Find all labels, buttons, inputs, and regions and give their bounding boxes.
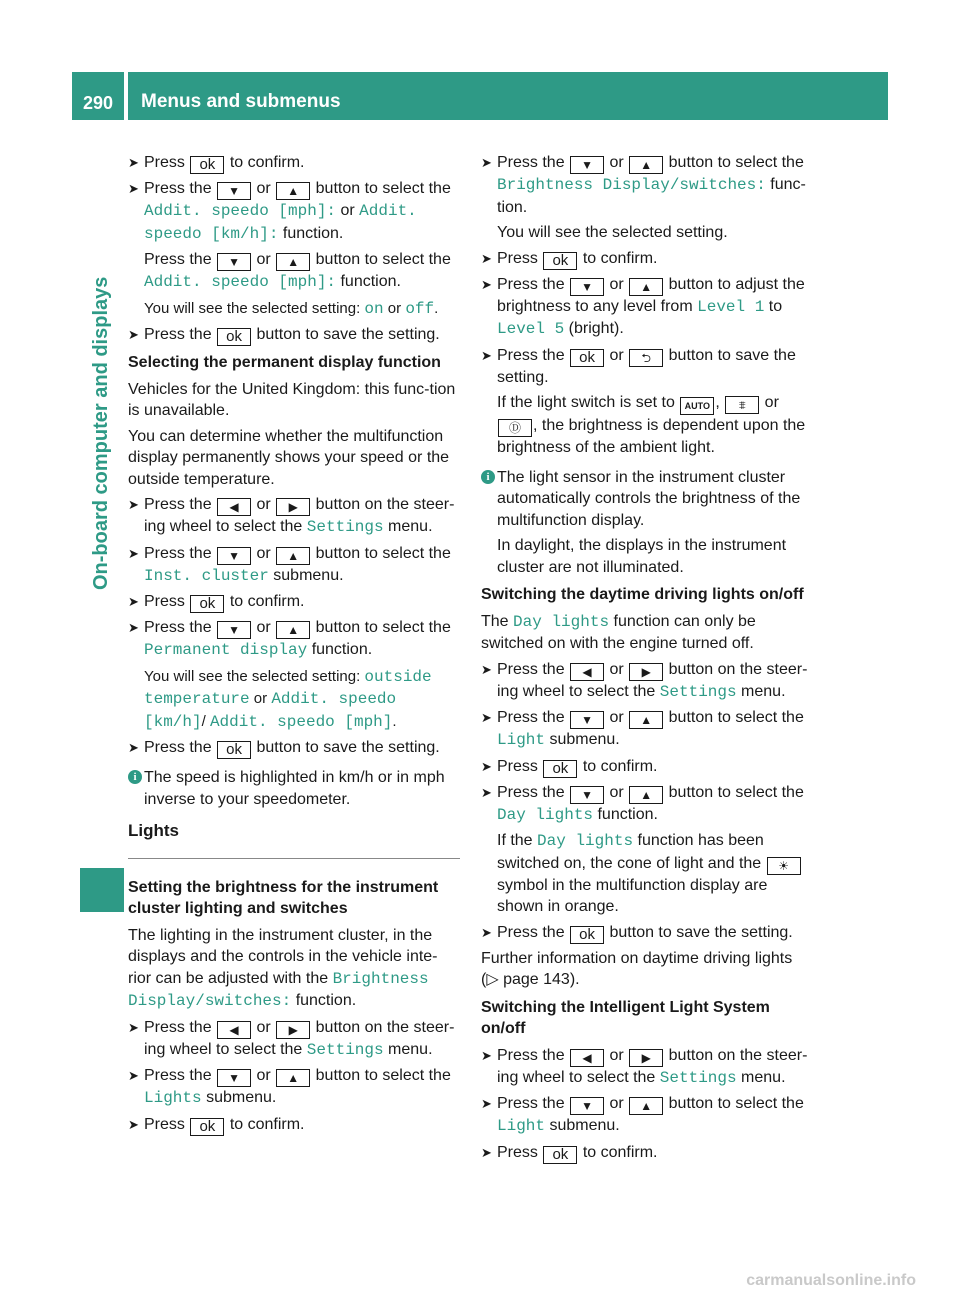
step-detail: If the Day lights function has been switched on, the cone of light and the ☀ symbol in the multifunction display are shown in orange. [497, 830, 813, 918]
ok-key-icon: ok [543, 1146, 577, 1164]
ok-key-icon: ok [570, 926, 604, 944]
step: ➤ Press the ▼ or ▲ button to select the Permanent display function. [128, 619, 451, 659]
up-key-icon: ▲ [629, 278, 663, 296]
step: ➤ Press ok to confirm. [128, 154, 305, 173]
step-detail: You will see the selected setting: on or off. [144, 299, 439, 318]
menu-code: Level 1 [697, 297, 765, 316]
arrow-icon: ➤ [481, 924, 492, 940]
step: ➤ Press the ▼ or ▲ button to select the Light submenu. [481, 709, 804, 749]
ok-key-icon: ok [570, 349, 604, 367]
menu-code: on [364, 299, 384, 318]
step: ➤ Press the ▼ or ▲ button to adjust the brightness to any level from Level 1 to Level 5 (bright). [481, 275, 805, 338]
up-key-icon: ▲ [629, 711, 663, 729]
arrow-icon: ➤ [128, 545, 139, 561]
right-key-icon: ▶ [629, 663, 663, 681]
arrow-icon: ➤ [481, 1047, 492, 1063]
step: ➤ Press the ▼ or ▲ button to select the Lights submenu. [128, 1067, 451, 1107]
menu-code: Settings [306, 1040, 384, 1059]
up-key-icon: ▲ [276, 253, 310, 271]
down-key-icon: ▼ [217, 621, 251, 639]
arrow-icon: ➤ [128, 155, 139, 170]
paragraph: Vehicles for the United Kingdom: this func-tion is unavailable. [128, 380, 456, 419]
section-heading: Lights [128, 820, 460, 859]
left-key-icon: ◀ [217, 498, 251, 516]
step-detail: You will see the selected setting. [497, 224, 728, 241]
arrow-icon: ➤ [481, 276, 492, 292]
down-key-icon: ▼ [217, 182, 251, 200]
menu-code: Lights [144, 1089, 202, 1107]
arrow-icon: ➤ [128, 594, 139, 609]
arrow-icon: ➤ [128, 497, 139, 512]
arrow-icon: ➤ [481, 155, 492, 170]
menu-code: Settings [659, 1068, 737, 1087]
arrow-icon: ➤ [481, 250, 492, 266]
down-key-icon: ▼ [570, 1097, 604, 1115]
page-number: 290 [82, 93, 114, 113]
arrow-icon: ➤ [481, 347, 492, 363]
menu-code: Addit. speedo [mph]: [144, 202, 337, 220]
paragraph: You can determine whether the multifunction display permanently shows your speed or the outside temperature. [128, 427, 450, 488]
left-key-icon: ◀ [570, 1049, 604, 1067]
menu-code: Light [497, 731, 546, 749]
step: ➤ Press the ok button to save the setting. [481, 923, 793, 943]
menu-code: Inst. cluster [144, 566, 269, 585]
step: ➤ Press the ◀ or ▶ button on the steer-ing wheel to select the Settings menu. [128, 1018, 455, 1059]
arrow-icon: ➤ [481, 784, 492, 800]
down-key-icon: ▼ [570, 278, 604, 296]
menu-code: Day lights [513, 612, 610, 631]
sun-icon: ☀ [767, 857, 801, 875]
arrow-icon: ➤ [481, 710, 492, 725]
menu-code: Addit. speedo [mph] [209, 712, 393, 731]
info-note: i The light sensor in the instrument cluster automatically controls the brightness of the multifunction display. [481, 467, 813, 532]
step: ➤ Press ok to confirm. [481, 757, 658, 777]
page-ref-icon: ▷ [486, 971, 499, 988]
menu-code: Addit. speedo [km/h] [144, 690, 397, 731]
arrow-icon: ➤ [128, 1116, 139, 1132]
menu-code: Day lights [497, 805, 594, 824]
right-key-icon: ▶ [629, 1049, 663, 1067]
step: ➤ Press ok to confirm. [128, 1115, 305, 1135]
paragraph: The Day lights function can only be switched on with the engine turned off. [481, 612, 756, 652]
chapter-label: On-board computer and displays [90, 276, 112, 590]
step: ➤ Press the ▼ or ▲ button to select the Addit. speedo [mph]: or Addit. speedo [km/h]: function. [128, 180, 451, 243]
step: ➤ Press ok to confirm. [128, 593, 305, 612]
arrow-icon: ➤ [128, 327, 139, 342]
step-detail: You will see the selected setting: outside temperature or Addit. speedo [km/h]/ Addit. speedo [mph]. [144, 667, 432, 731]
arrow-icon: ➤ [128, 1019, 139, 1035]
up-key-icon: ▲ [276, 621, 310, 639]
step-detail: Press the ▼ or ▲ button to select the Addit. speedo [mph]: function. [144, 251, 451, 291]
ok-key-icon: ok [190, 156, 224, 174]
dipped-beam-icon: Ⓓ [498, 419, 532, 437]
up-key-icon: ▲ [276, 182, 310, 200]
step: ➤ Press the ok button to save the setting. [128, 326, 440, 345]
left-key-icon: ◀ [217, 1021, 251, 1039]
menu-code: Level 5 [497, 320, 565, 338]
arrow-icon: ➤ [481, 661, 492, 677]
left-column [128, 152, 460, 1140]
arrow-icon: ➤ [481, 1144, 492, 1160]
menu-code: Brightness Display/switches: [128, 969, 429, 1010]
menu-code: Settings [659, 682, 737, 701]
down-key-icon: ▼ [570, 711, 604, 729]
down-key-icon: ▼ [217, 1069, 251, 1087]
header-divider [124, 72, 128, 120]
back-key-icon: ⮌ [629, 349, 663, 367]
menu-code: Brightness Display/switches: [497, 176, 766, 194]
watermark: carmanualsonline.info [746, 1272, 916, 1289]
ok-key-icon: ok [543, 760, 577, 778]
step: ➤ Press the ▼ or ▲ button to select the Inst. cluster submenu. [128, 544, 451, 585]
menu-code: outside temperature [144, 667, 432, 708]
arrow-icon: ➤ [128, 740, 139, 755]
arrow-icon: ➤ [128, 1068, 139, 1083]
arrow-icon: ➤ [481, 1096, 492, 1111]
up-key-icon: ▲ [629, 156, 663, 174]
ok-key-icon: ok [217, 328, 251, 346]
subheading: Switching the daytime driving lights on/off [481, 586, 804, 603]
paragraph: The lighting in the instrument cluster, in the displays and the controls in the vehicle inte-rior can be adjusted with the Brightness Display/switches: function. [128, 926, 438, 1010]
menu-code: Light [497, 1117, 546, 1135]
paragraph: Further information on daytime driving lights (▷ page 143). [481, 949, 793, 988]
step: ➤ Press the ok button to save the setting. [128, 739, 440, 758]
step-detail: If the light switch is set to AUTO , ⩨ or Ⓓ , the brightness is dependent upon the brightness of the ambient light. [497, 394, 806, 456]
menu-code: Permanent display [144, 641, 308, 659]
step: ➤ Press the ▼ or ▲ button to select the Day lights function. [481, 783, 804, 824]
subheading: Selecting the permanent display function [128, 354, 441, 371]
menu-code: off [405, 299, 435, 318]
arrow-icon: ➤ [128, 181, 139, 196]
chapter-marker [80, 868, 124, 912]
up-key-icon: ▲ [629, 786, 663, 804]
info-detail: In daylight, the displays in the instrument cluster are not illuminated. [497, 537, 787, 576]
up-key-icon: ▲ [276, 547, 310, 565]
arrow-icon: ➤ [128, 620, 139, 635]
step: ➤ Press the ◀ or ▶ button on the steer-ing wheel to select the Settings menu. [128, 496, 455, 536]
step: ➤ Press the ◀ or ▶ button on the steer-ing wheel to select the Settings menu. [481, 660, 808, 701]
menu-code: Settings [306, 518, 384, 536]
down-key-icon: ▼ [570, 786, 604, 804]
step: ➤ Press the ▼ or ▲ button to select the Brightness Display/switches: func-tion. [481, 154, 806, 216]
auto-light-icon: AUTO [680, 397, 714, 415]
step: ➤ Press ok to confirm. [481, 1143, 658, 1163]
right-key-icon: ▶ [276, 498, 310, 516]
menu-code: Addit. speedo [km/h]: [144, 202, 417, 243]
down-key-icon: ▼ [217, 253, 251, 271]
info-icon: i [481, 470, 495, 484]
subheading: Setting the brightness for the instrument cluster lighting and switches [128, 878, 439, 917]
menu-code: Addit. speedo [mph]: [144, 273, 337, 291]
ok-key-icon: ok [190, 1118, 224, 1136]
left-key-icon: ◀ [570, 663, 604, 681]
step: ➤ Press ok to confirm. [481, 249, 658, 269]
step: ➤ Press the ▼ or ▲ button to select the Light submenu. [481, 1095, 804, 1135]
ok-key-icon: ok [217, 741, 251, 759]
right-column [481, 152, 813, 1168]
subheading: Switching the Intelligent Light System on/off [481, 998, 770, 1037]
menu-code: Day lights [537, 832, 634, 850]
info-icon: i [128, 770, 142, 784]
down-key-icon: ▼ [570, 156, 604, 174]
info-note: i The speed is highlighted in km/h or in mph inverse to your speedometer. [128, 767, 460, 810]
down-key-icon: ▼ [217, 547, 251, 565]
parking-light-icon: ⩨ [725, 396, 759, 414]
page-title: Menus and submenus [141, 91, 341, 112]
up-key-icon: ▲ [629, 1097, 663, 1115]
step: ➤ Press the ok or ⮌ button to save the setting. [481, 346, 796, 386]
ok-key-icon: ok [543, 252, 577, 270]
up-key-icon: ▲ [276, 1069, 310, 1087]
arrow-icon: ➤ [481, 758, 492, 774]
step: ➤ Press the ◀ or ▶ button on the steer-ing wheel to select the Settings menu. [481, 1046, 808, 1087]
right-key-icon: ▶ [276, 1021, 310, 1039]
ok-key-icon: ok [190, 595, 224, 613]
